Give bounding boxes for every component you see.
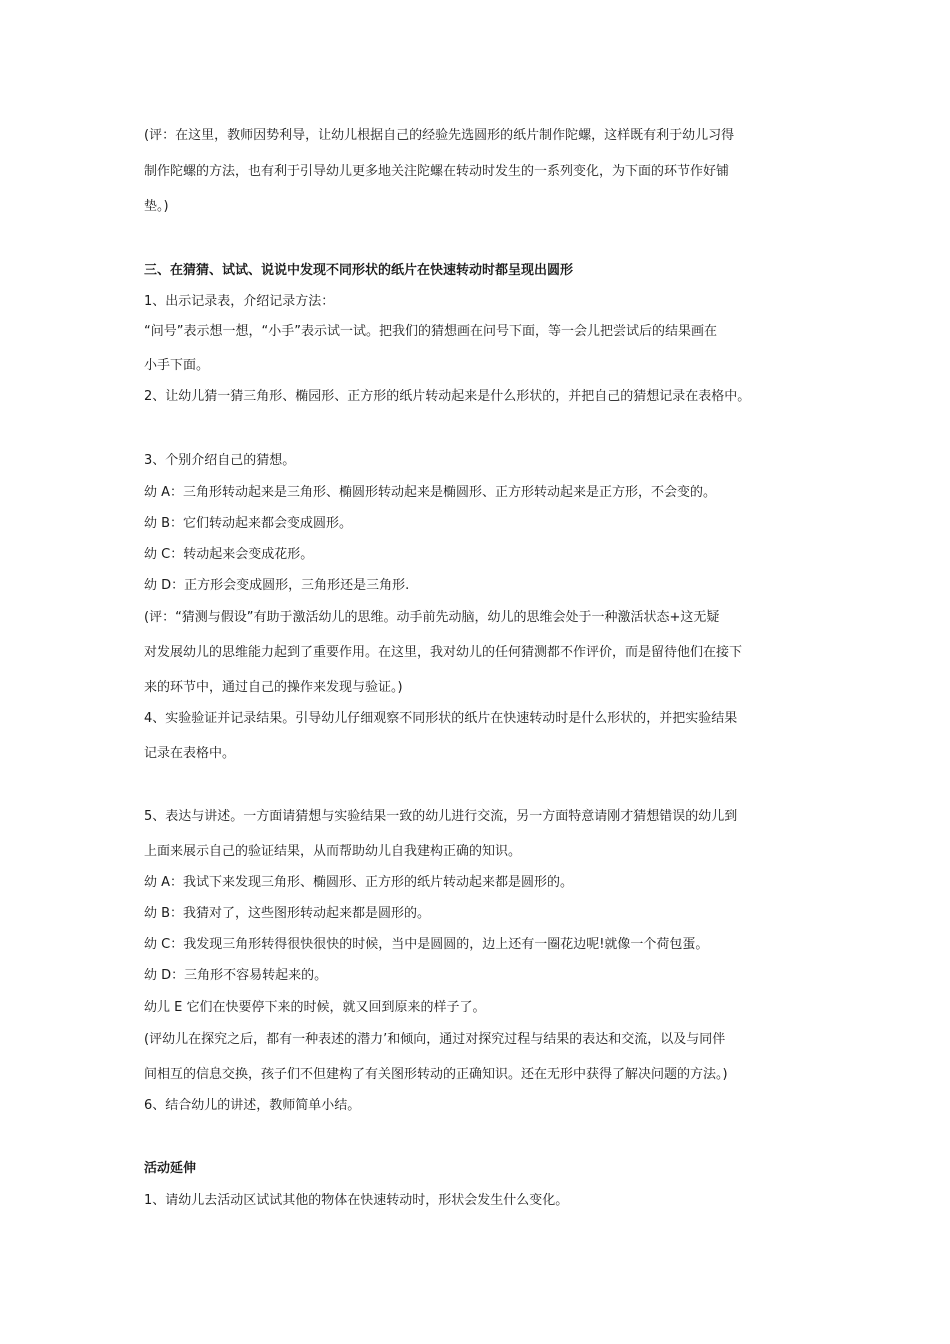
step-5: 5、表达与讲述。一方面请猜想与实验结果一致的幼儿进行交流，另一方面特意请刚才猜想错误的幼儿到 bbox=[144, 809, 738, 824]
paragraph-line: 记录在表格中。 bbox=[144, 746, 236, 761]
paragraph-line: “问号”表示想一想，“小手”表示试一试。把我们的猜想画在问号下面，等一会儿把尝试后的结果画在 bbox=[144, 324, 717, 339]
comment-paragraph-line: (评：在这里，教师因势利导，让幼儿根据自己的经验先选圆形的纸片制作陀螺，这样既有利于幼儿习得 bbox=[144, 128, 735, 143]
paragraph-line: 上面来展示自己的验证结果，从而帮助幼儿自我建构正确的知识。 bbox=[144, 844, 522, 859]
step-3: 3、个别介绍自己的猜想。 bbox=[144, 453, 296, 468]
dialogue-line: 幼 A：我试下来发现三角形、椭圆形、正方形的纸片转动起来都是圆形的。 bbox=[144, 875, 574, 890]
dialogue-line: 幼 D：正方形会变成圆形，三角形还是三角形. bbox=[144, 578, 410, 593]
paragraph-line: 小手下面。 bbox=[144, 358, 210, 373]
comment-paragraph-line: (评幼儿在探究之后，都有一种表述的潜力’和倾向，通过对探究过程与结果的表达和交流，以及与同伴 bbox=[144, 1032, 726, 1047]
dialogue-line: 幼 C：我发现三角形转得很快很快的时候，当中是圆圆的，边上还有一圈花边呢!就像一个荷包蛋。 bbox=[144, 937, 709, 952]
dialogue-line: 幼 D：三角形不容易转起来的。 bbox=[144, 968, 328, 983]
section-heading: 三、在猜猜、试试、说说中发现不同形状的纸片在快速转动时都呈现出圆形 bbox=[144, 263, 574, 278]
step-2: 2、让幼儿猜一猜三角形、椭园形、正方形的纸片转动起来是什么形状的，并把自己的猜想记录在表格中。 bbox=[144, 389, 751, 404]
dialogue-line: 幼 B：我猜对了，这些图形转动起来都是圆形的。 bbox=[144, 906, 431, 921]
dialogue-line: 幼 B：它们转动起来都会变成圆形。 bbox=[144, 516, 353, 531]
step-6: 6、结合幼儿的讲述，教师简单小结。 bbox=[144, 1098, 361, 1113]
comment-paragraph-line: (评：“猜测与假设”有助于激活幼儿的思维。动手前先动脑，幼儿的思维会处于一种激活状态+这无疑 bbox=[144, 610, 720, 625]
comment-paragraph-line: 来的环节中，通过自己的操作来发现与验证。) bbox=[144, 680, 403, 695]
step-4: 4、实验验证并记录结果。引导幼儿仔细观察不同形状的纸片在快速转动时是什么形状的，并把实验结果 bbox=[144, 711, 738, 726]
step-1: 1、出示记录表，介绍记录方法： bbox=[144, 294, 335, 309]
comment-paragraph-line: 制作陀螺的方法，也有利于引导幼儿更多地关注陀螺在转动时发生的一系列变化，为下面的环节作好铺 bbox=[144, 164, 730, 179]
extension-heading: 活动延伸 bbox=[144, 1161, 197, 1176]
comment-paragraph-line: 间相互的信息交换，孩子们不但建构了有关图形转动的正确知识。还在无形中获得了解决问题的方法。) bbox=[144, 1067, 728, 1082]
dialogue-line: 幼 A：三角形转动起来是三角形、椭圆形转动起来是椭圆形、正方形转动起来是正方形，不会变的。 bbox=[144, 485, 717, 500]
extension-step-1: 1、请幼儿去活动区试试其他的物体在快速转动时，形状会发生什么变化。 bbox=[144, 1193, 569, 1208]
dialogue-line: 幼 C：转动起来会变成花形。 bbox=[144, 547, 314, 562]
comment-paragraph-line: 对发展幼儿的思维能力起到了重要作用。在这里，我对幼儿的任何猜测都不作评价，而是留待他们在接下 bbox=[144, 645, 743, 660]
dialogue-line: 幼儿 E 它们在快要停下来的时候，就又回到原来的样子了。 bbox=[144, 1000, 486, 1015]
comment-paragraph-line: 垫。) bbox=[144, 199, 169, 214]
